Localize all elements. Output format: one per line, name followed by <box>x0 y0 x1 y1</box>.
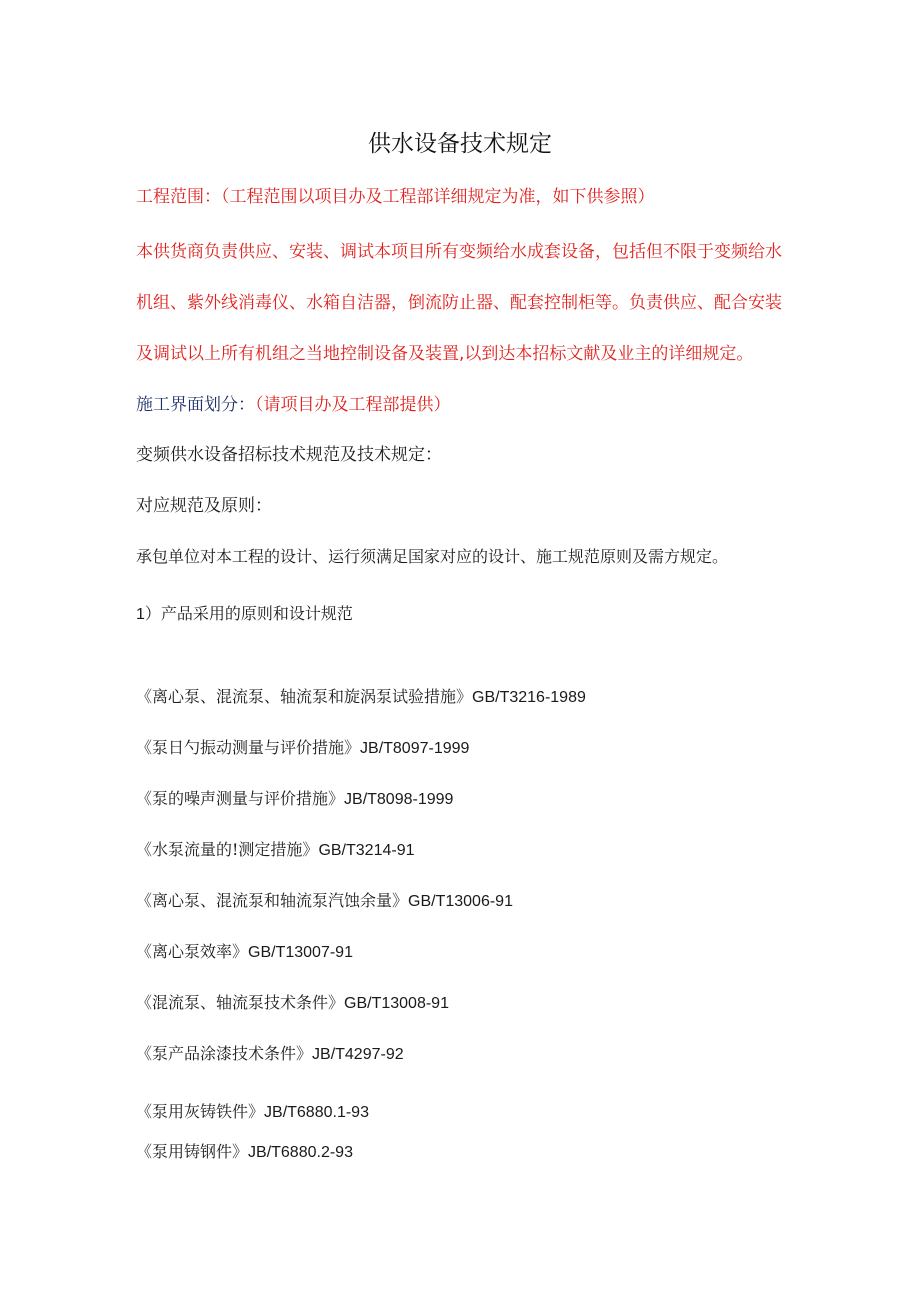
standards-heading-number: 1） <box>136 606 161 623</box>
standard-code: GB/T13007-91 <box>248 944 353 961</box>
standard-name: 《离心泵、混流泵和轴流泵汽蚀余量》 <box>136 891 409 910</box>
standard-name: 《泵的噪声测量与评价措施》 <box>136 789 345 808</box>
supply-paragraph-line-1: 本供货商负责供应、安装、调试本项目所有变频给水成套设备，包括但不限于变频给水 <box>136 242 782 262</box>
standard-item <box>136 685 586 710</box>
standard-item <box>136 1042 404 1067</box>
standards-heading <box>136 602 353 627</box>
interface-note: （请项目办及工程部提供） <box>255 395 451 415</box>
interface-line <box>136 393 451 417</box>
scope-note: （工程范围以项目办及工程部详细规定为准，如下供参照） <box>221 187 655 207</box>
interface-label: 施工界面划分： <box>136 395 255 415</box>
norms-heading: 对应规范及原则： <box>136 496 272 516</box>
standard-code: JB/T6880.1-93 <box>264 1104 369 1121</box>
scope-label: 工程范围： <box>136 187 221 207</box>
standard-code: JB/T8098-1999 <box>344 791 454 808</box>
standards-heading-text: 产品采用的原则和设计规范 <box>160 604 353 623</box>
standard-item <box>136 787 453 812</box>
standard-item <box>136 1100 369 1125</box>
standard-code: JB/T6880.2-93 <box>248 1144 353 1161</box>
standard-item <box>136 889 513 914</box>
standard-code: JB/T8097-1999 <box>360 740 470 757</box>
standard-code: JB/T4297-92 <box>312 1046 404 1063</box>
standard-name: 《离心泵效率》 <box>136 942 249 961</box>
document-title: 供水设备技术规定 <box>368 131 552 157</box>
standard-item <box>136 838 415 863</box>
standard-code: GB/T13006-91 <box>408 893 513 910</box>
standard-item <box>136 736 469 761</box>
standard-name: 《泵用灰铸铁件》 <box>136 1102 265 1121</box>
standard-code: GB/T3214-91 <box>318 842 415 859</box>
standard-item <box>136 1140 353 1165</box>
spec-heading: 变频供水设备招标技术规范及技术规定： <box>136 445 442 465</box>
standard-name: 《混流泵、轴流泵技术条件》 <box>136 993 345 1012</box>
supply-paragraph-line-3: 及调试以上所有机组之当地控制设备及装置,以到达本招标文献及业主的详细规定。 <box>136 344 754 364</box>
standard-item <box>136 940 353 965</box>
scope-line <box>136 185 655 209</box>
standard-code: GB/T3216-1989 <box>472 689 586 706</box>
supply-paragraph-line-2: 机组、紫外线消毒仪、水箱自洁器，倒流防止器、配套控制柜等。负责供应、配合安装 <box>136 293 782 313</box>
standard-name: 《泵产品涂漆技术条件》 <box>136 1044 313 1063</box>
standard-name: 《离心泵、混流泵、轴流泵和旋涡泵试验措施》 <box>136 687 473 706</box>
standard-name: 《泵日勺振动测量与评价措施》 <box>136 738 361 757</box>
contractor-text: 承包单位对本工程的设计、运行须满足国家对应的设计、施工规范原则及需方规定。 <box>136 547 729 566</box>
standard-code: GB/T13008-91 <box>344 995 449 1012</box>
standard-name: 《泵用铸钢件》 <box>136 1142 249 1161</box>
standard-name: 《水泵流量的!测定措施》 <box>136 840 319 859</box>
standard-item <box>136 991 449 1016</box>
